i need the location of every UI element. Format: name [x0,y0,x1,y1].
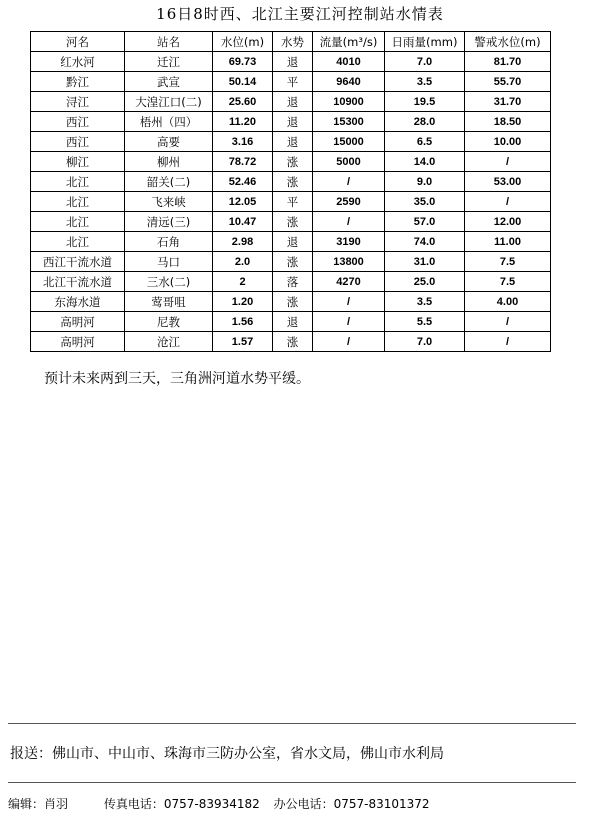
cell-river: 西江干流水道 [31,252,125,272]
cell-rainfall: 5.5 [385,312,465,332]
cell-warning-level: 55.70 [465,72,551,92]
cell-warning-level: 4.00 [465,292,551,312]
cell-trend: 平 [273,72,313,92]
table-row [31,212,551,232]
cell-river: 西江 [31,132,125,152]
cell-warning-level: 11.00 [465,232,551,252]
cell-water-level: 1.20 [213,292,273,312]
cell-trend: 退 [273,312,313,332]
cell-flow: 10900 [313,92,385,112]
cell-station: 马口 [125,252,213,272]
cell-rainfall: 3.5 [385,72,465,92]
table-row [31,232,551,252]
cell-station: 高要 [125,132,213,152]
header-col-river: 河名 [31,32,125,52]
cell-warning-level: 53.00 [465,172,551,192]
page-title: 16日8时西、北江主要江河控制站水情表 [156,5,444,23]
divider-top [8,723,576,724]
cell-station: 韶关(二) [125,172,213,192]
cell-trend: 涨 [273,212,313,232]
cell-trend: 退 [273,52,313,72]
cell-trend: 退 [273,232,313,252]
cell-trend: 退 [273,112,313,132]
cell-station: 三水(二) [125,272,213,292]
cell-flow: 4010 [313,52,385,72]
cell-flow: 15000 [313,132,385,152]
table-row [31,292,551,312]
cell-flow: 3190 [313,232,385,252]
cell-water-level: 1.56 [213,312,273,332]
cell-warning-level: 7.5 [465,272,551,292]
cell-rainfall: 57.0 [385,212,465,232]
cell-flow: / [313,172,385,192]
cell-flow: / [313,292,385,312]
cell-trend: 涨 [273,252,313,272]
cell-warning-level: 31.70 [465,92,551,112]
cell-warning-level: 7.5 [465,252,551,272]
header-col-trend: 水势 [273,32,313,52]
cell-rainfall: 14.0 [385,152,465,172]
cell-station: 柳州 [125,152,213,172]
cell-trend: 涨 [273,152,313,172]
header-col-warning-level: 警戒水位(m) [465,32,551,52]
cell-rainfall: 9.0 [385,172,465,192]
cell-rainfall: 35.0 [385,192,465,212]
cell-warning-level: 12.00 [465,212,551,232]
cell-rainfall: 19.5 [385,92,465,112]
cell-flow: 15300 [313,112,385,132]
cell-river: 黔江 [31,72,125,92]
header-col-rainfall: 日雨量(mm) [385,32,465,52]
cell-warning-level: 18.50 [465,112,551,132]
cell-rainfall: 7.0 [385,52,465,72]
cell-trend: 平 [273,192,313,212]
table-row [31,192,551,212]
cell-water-level: 10.47 [213,212,273,232]
cell-river: 北江干流水道 [31,272,125,292]
cell-flow: / [313,332,385,352]
cell-river: 北江 [31,212,125,232]
cell-station: 武宣 [125,72,213,92]
cell-station: 清远(三) [125,212,213,232]
office-phone: 办公电话：0757-83101372 [273,797,430,811]
cell-rainfall: 3.5 [385,292,465,312]
cell-water-level: 50.14 [213,72,273,92]
cell-trend: 退 [273,92,313,112]
cell-station: 尼教 [125,312,213,332]
cell-warning-level: 81.70 [465,52,551,72]
cell-water-level: 2 [213,272,273,292]
cell-river: 北江 [31,172,125,192]
cell-river: 北江 [31,192,125,212]
cell-flow: 5000 [313,152,385,172]
report-to-line: 报送：佛山市、中山市、珠海市三防办公室，省水文局，佛山市水利局 [10,746,444,762]
cell-water-level: 78.72 [213,152,273,172]
table-row [31,152,551,172]
cell-river: 浔江 [31,92,125,112]
table-row [31,312,551,332]
cell-station: 沧江 [125,332,213,352]
header-col-flow: 流量(m³/s) [313,32,385,52]
cell-station: 莺哥咀 [125,292,213,312]
cell-river: 西江 [31,112,125,132]
table-row [31,172,551,192]
table-row [31,332,551,352]
cell-flow: 4270 [313,272,385,292]
cell-river: 北江 [31,232,125,252]
water-status-table [30,31,551,352]
cell-trend: 涨 [273,172,313,192]
fax-number: 传真电话：0757-83934182 [103,797,260,811]
header-col-water-level: 水位(m) [213,32,273,52]
cell-river: 红水河 [31,52,125,72]
cell-trend: 退 [273,132,313,152]
cell-water-level: 2.98 [213,232,273,252]
footer [8,795,430,812]
cell-river: 高明河 [31,312,125,332]
cell-water-level: 69.73 [213,52,273,72]
divider-bottom [8,782,576,783]
table-row [31,92,551,112]
cell-trend: 落 [273,272,313,292]
cell-station: 梧州（四） [125,112,213,132]
cell-trend: 涨 [273,292,313,312]
cell-station: 飞来峡 [125,192,213,212]
cell-water-level: 1.57 [213,332,273,352]
cell-water-level: 52.46 [213,172,273,192]
cell-water-level: 3.16 [213,132,273,152]
cell-flow: / [313,312,385,332]
cell-station: 大湟江口(二) [125,92,213,112]
cell-river: 东海水道 [31,292,125,312]
cell-rainfall: 28.0 [385,112,465,132]
cell-rainfall: 7.0 [385,332,465,352]
cell-flow: / [313,212,385,232]
cell-warning-level: / [465,312,551,332]
cell-river: 柳江 [31,152,125,172]
cell-water-level: 25.60 [213,92,273,112]
cell-flow: 9640 [313,72,385,92]
cell-water-level: 12.05 [213,192,273,212]
cell-warning-level: / [465,192,551,212]
table-row [31,252,551,272]
cell-rainfall: 31.0 [385,252,465,272]
table-row [31,52,551,72]
cell-trend: 涨 [273,332,313,352]
forecast-text: 预计未来两到三天，三角洲河道水势平缓。 [44,371,310,387]
cell-river: 高明河 [31,332,125,352]
cell-warning-level: 10.00 [465,132,551,152]
cell-station: 石角 [125,232,213,252]
header-col-station: 站名 [125,32,213,52]
cell-flow: 2590 [313,192,385,212]
cell-warning-level: / [465,152,551,172]
cell-warning-level: / [465,332,551,352]
table-row [31,72,551,92]
table-row [31,272,551,292]
editor-label: 编辑：肖羽 [8,797,69,811]
table-row [31,132,551,152]
cell-water-level: 11.20 [213,112,273,132]
table-row [31,112,551,132]
cell-rainfall: 74.0 [385,232,465,252]
cell-water-level: 2.0 [213,252,273,272]
cell-rainfall: 25.0 [385,272,465,292]
cell-station: 迁江 [125,52,213,72]
cell-flow: 13800 [313,252,385,272]
cell-rainfall: 6.5 [385,132,465,152]
table-header-row [31,32,551,52]
